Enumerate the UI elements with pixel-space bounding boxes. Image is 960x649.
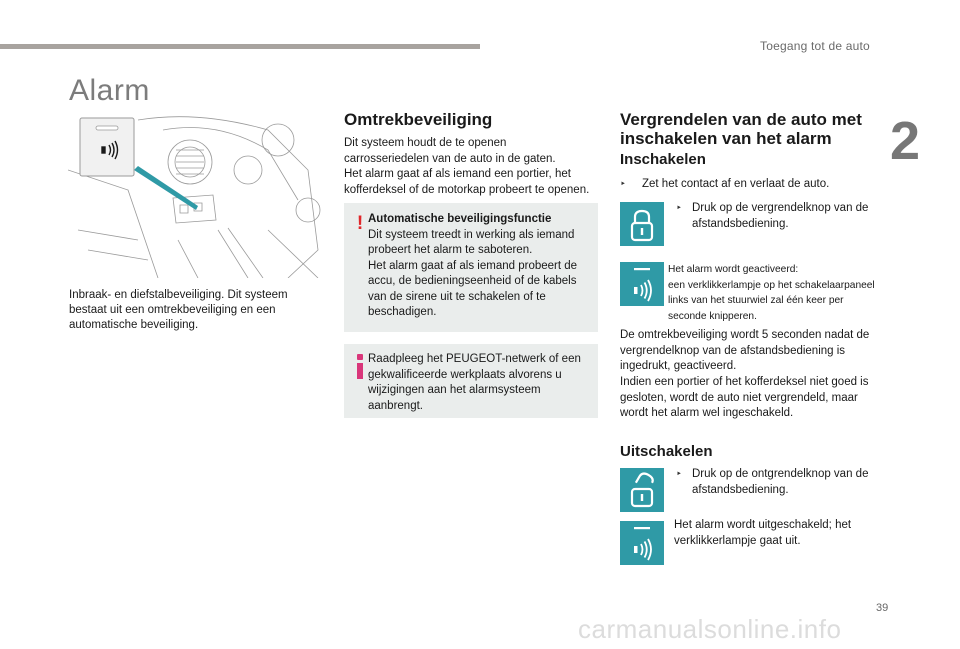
warning-title: Automatische beveiligingsfunctie xyxy=(368,213,552,225)
intro-caption: Inbraak- en diefstalbeveiliging. Dit systeem bestaat uit een omtrekbeveiliging en een automatische beveiliging. xyxy=(69,289,288,331)
heading-lock-arm-line-2: inschakelen van het alarm xyxy=(620,129,832,148)
dashboard-illustration xyxy=(68,110,324,278)
bullet-icon: ‣ xyxy=(620,179,626,190)
page-title: Alarm xyxy=(69,74,150,107)
alarm-indicator-icon xyxy=(620,521,664,565)
info-text: Raadpleeg het PEUGEOT-netwerk of een gekwalificeerde werkplaats alvorens u wijzigingen aan het alarmsysteem aanbrengt. xyxy=(368,353,581,412)
section-title: Toegang tot de auto xyxy=(760,39,870,53)
heading-activate: Inschakelen xyxy=(620,151,706,168)
perimeter-intro-2: Het alarm gaat af als iemand een portier, het kofferdeksel of de motorkap probeert te openen. xyxy=(344,168,590,196)
header-rule xyxy=(0,44,480,49)
step-contact-off: Zet het contact af en verlaat de auto. xyxy=(642,178,830,190)
info-icon xyxy=(354,354,366,398)
heading-lock-arm-line-1: Vergrendelen van de auto met xyxy=(620,110,862,129)
page-number: 39 xyxy=(876,602,889,614)
unlock-icon xyxy=(620,468,664,512)
perimeter-intro-1: Dit systeem houdt de te openen carrosseriedelen van de auto in de gaten. xyxy=(344,137,556,165)
bullet-icon: ‣ xyxy=(676,469,682,480)
step-lock-remote: Druk op de vergrendelknop van de afstandsbediening. xyxy=(692,202,869,230)
info-box xyxy=(344,344,598,418)
heading-deactivate: Uitschakelen xyxy=(620,443,713,460)
warning-box xyxy=(344,203,598,332)
alarm-activated-text xyxy=(668,262,878,324)
lock-icon xyxy=(620,202,664,246)
alarm-indicator-icon xyxy=(620,262,664,306)
chapter-number: 2 xyxy=(890,111,921,171)
alarm-deactivated-text: Het alarm wordt uitgeschakeld; het verklikkerlampje gaat uit. xyxy=(674,519,852,547)
warning-text xyxy=(368,212,594,321)
step-unlock-remote: Druk op de ontgrendelknop van de afstandsbediening. xyxy=(692,468,869,496)
activate-note-1: De omtrekbeveiliging wordt 5 seconden nadat de vergrendelknop van de afstandsbediening is ingedrukt, geactiveerd. xyxy=(620,329,870,372)
warning-line-1: Dit systeem treedt in werking als iemand probeert het alarm te saboteren. xyxy=(368,228,575,256)
heading-lock-arm xyxy=(620,110,880,148)
alarm-activated-body: een verklikkerlampje op het schakelaarpaneel links van het stuurwiel zal één keer per seconde knipperen. xyxy=(668,279,875,322)
bullet-icon: ‣ xyxy=(676,203,682,214)
warning-icon: ! xyxy=(356,213,364,234)
alarm-activated-title: Het alarm wordt geactiveerd: xyxy=(668,264,799,275)
heading-perimeter: Omtrekbeveiliging xyxy=(344,110,493,129)
watermark: carmanualsonline.info xyxy=(578,614,842,644)
activate-note-2: Indien een portier of het kofferdeksel niet goed is gesloten, wordt de auto niet vergrendeld, maar wordt het alarm wel ingeschakeld. xyxy=(620,376,869,419)
warning-line-2: Het alarm gaat af als iemand probeert de accu, de bedieningseenheid of de kabels van de sirene uit te schakelen of te beschadigen. xyxy=(368,259,578,318)
